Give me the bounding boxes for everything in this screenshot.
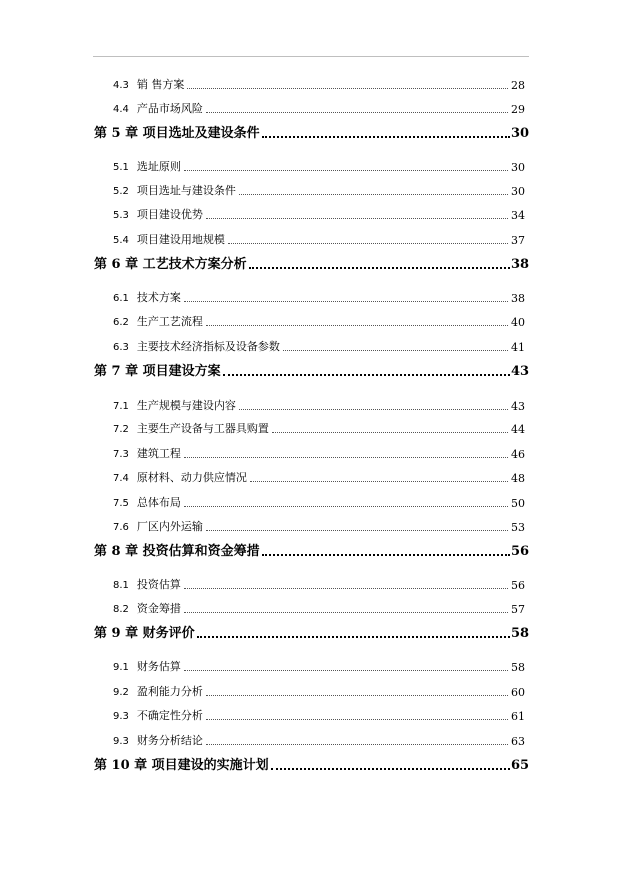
toc-section-entry[interactable] [113, 103, 525, 115]
toc-entry-title: 主要技术经济指标及设备参数 [136, 340, 280, 353]
dot-leader [206, 743, 508, 745]
dot-leader [187, 87, 508, 89]
toc-entry-label [113, 497, 181, 509]
page-number: 58 [511, 626, 530, 641]
toc-entry-label [113, 234, 225, 246]
toc-entry-label [94, 545, 260, 558]
toc-entry-label [113, 661, 181, 673]
page-number: 57 [511, 603, 525, 616]
section-number: 5.2 [113, 186, 129, 197]
section-number: 7.5 [113, 498, 129, 509]
dot-leader [184, 300, 508, 302]
toc-entry-title: 技术方案 [136, 291, 181, 304]
page-number: 60 [511, 686, 525, 699]
section-number: 9.2 [113, 687, 129, 698]
toc-entry-label [113, 103, 203, 115]
toc-entry-title: 财务分析结论 [136, 734, 203, 747]
toc-chapter-entry[interactable] [94, 126, 530, 141]
toc-entry-title: 主要生产设备与工器具购置 [136, 422, 269, 435]
toc-entry-title: 第 9 章 财务评价 [94, 626, 195, 641]
toc-section-entry[interactable] [113, 448, 525, 460]
toc-section-entry[interactable] [113, 292, 525, 304]
toc-entry-label [113, 710, 203, 722]
dot-leader [223, 373, 510, 376]
dot-leader [249, 266, 510, 269]
page-number: 44 [511, 423, 525, 436]
toc-entry-title: 项目选址与建设条件 [136, 184, 236, 197]
page-number: 38 [511, 292, 525, 305]
toc-entry-label [113, 292, 181, 304]
toc-entry-title: 建筑工程 [136, 447, 181, 460]
toc-entry-label [113, 603, 181, 615]
dot-leader [184, 611, 508, 613]
page-number: 56 [511, 544, 530, 559]
dot-leader [184, 505, 508, 507]
toc-entry-label [94, 365, 221, 378]
section-number: 6.3 [113, 342, 129, 353]
section-number: 8.2 [113, 604, 129, 615]
section-number: 7.6 [113, 522, 129, 533]
toc-entry-label [94, 759, 269, 772]
section-number: 5.4 [113, 235, 129, 246]
toc-entry-label [113, 686, 203, 698]
dot-leader [228, 242, 508, 244]
section-number: 6.2 [113, 317, 129, 328]
toc-section-entry[interactable] [113, 472, 525, 484]
toc-section-entry[interactable] [113, 161, 525, 173]
dot-leader [262, 135, 510, 138]
page-number: 34 [511, 209, 525, 222]
page-number: 30 [511, 126, 530, 141]
toc-entry-label [113, 735, 203, 747]
page-number: 30 [511, 161, 525, 174]
toc-section-entry[interactable] [113, 579, 525, 591]
page-number: 46 [511, 448, 525, 461]
dot-leader [184, 669, 508, 671]
page-number: 63 [511, 735, 525, 748]
toc-entry-label [113, 423, 269, 435]
section-number: 6.1 [113, 293, 129, 304]
toc-entry-label [113, 79, 184, 91]
dot-leader [184, 169, 508, 171]
page-number: 38 [511, 257, 530, 272]
dot-leader [206, 324, 508, 326]
dot-leader [239, 193, 508, 195]
page-number: 43 [511, 400, 525, 413]
toc-chapter-entry[interactable] [94, 257, 530, 272]
section-number: 5.1 [113, 162, 129, 173]
toc-entry-title: 第 7 章 项目建设方案 [94, 364, 221, 379]
toc-entry-title: 原材料、动力供应情况 [136, 471, 247, 484]
dot-leader [206, 718, 508, 720]
toc-section-entry[interactable] [113, 661, 525, 673]
toc-chapter-entry[interactable] [94, 364, 530, 379]
dot-leader [262, 553, 510, 556]
dot-leader [272, 431, 508, 433]
toc-section-entry[interactable] [113, 234, 525, 246]
section-number: 4.4 [113, 104, 129, 115]
dot-leader [250, 480, 508, 482]
toc-entry-label [113, 161, 181, 173]
section-number: 7.1 [113, 401, 129, 412]
dot-leader [197, 635, 510, 638]
page-number: 37 [511, 234, 525, 247]
toc-section-entry[interactable] [113, 185, 525, 197]
dot-leader [184, 587, 508, 589]
page-number: 56 [511, 579, 525, 592]
dot-leader [206, 694, 508, 696]
toc-entry-label [94, 258, 247, 271]
section-number: 9.3 [113, 736, 129, 747]
toc-entry-title: 第 6 章 工艺技术方案分析 [94, 257, 247, 272]
toc-section-entry[interactable] [113, 710, 525, 722]
dot-leader [206, 111, 508, 113]
toc-entry-label [113, 316, 203, 328]
dot-leader [283, 349, 508, 351]
section-number: 7.3 [113, 449, 129, 460]
toc-entry-title: 第 8 章 投资估算和资金筹措 [94, 544, 260, 559]
toc-chapter-entry[interactable] [94, 758, 530, 773]
page-number: 50 [511, 497, 525, 510]
toc-entry-title: 资金筹措 [136, 602, 181, 615]
toc-entry-label [113, 209, 203, 221]
toc-entry-title: 第 10 章 项目建设的实施计划 [94, 758, 269, 773]
toc-entry-title: 项目建设用地规模 [136, 233, 225, 246]
toc-entry-title: 项目建设优势 [136, 208, 203, 221]
toc-entry-label [113, 448, 181, 460]
toc-chapter-entry[interactable] [94, 626, 530, 641]
toc-section-entry[interactable] [113, 209, 525, 221]
toc-entry-label [94, 127, 260, 140]
toc-entry-title: 产品市场风险 [136, 102, 203, 115]
toc-entry-title: 总体布局 [136, 496, 181, 509]
dot-leader [184, 456, 508, 458]
toc-entry-label [94, 627, 195, 640]
toc-entry-label [113, 521, 203, 533]
section-number: 9.3 [113, 711, 129, 722]
section-number: 9.1 [113, 662, 129, 673]
page-number: 40 [511, 316, 525, 329]
toc-entry-title: 销 售方案 [136, 78, 185, 91]
section-number: 4.3 [113, 80, 129, 91]
page-number: 43 [511, 364, 530, 379]
toc-entry-title: 生产规模与建设内容 [136, 399, 236, 412]
toc-section-entry[interactable] [113, 603, 525, 615]
toc-entry-title: 厂区内外运输 [136, 520, 203, 533]
dot-leader [271, 767, 510, 770]
section-number: 7.2 [113, 424, 129, 435]
toc-entry-title: 第 5 章 项目选址及建设条件 [94, 126, 260, 141]
page-number: 65 [511, 758, 530, 773]
page-number: 53 [511, 521, 525, 534]
toc-section-entry[interactable] [113, 341, 525, 353]
page-number: 28 [511, 79, 525, 92]
toc-entry-label [113, 185, 236, 197]
toc-section-entry[interactable] [113, 521, 525, 533]
toc-section-entry[interactable] [113, 686, 525, 698]
top-rule [93, 56, 529, 57]
toc-section-entry[interactable] [113, 316, 525, 328]
page-number: 61 [511, 710, 525, 723]
page-number: 48 [511, 472, 525, 485]
toc-entry-label [113, 579, 181, 591]
page-number: 30 [511, 185, 525, 198]
toc-entry-label [113, 341, 280, 353]
toc-entry-title: 不确定性分析 [136, 709, 203, 722]
toc-section-entry[interactable] [113, 423, 525, 435]
toc-entry-title: 盈利能力分析 [136, 685, 203, 698]
toc-entry-title: 财务估算 [136, 660, 181, 673]
toc-entry-title: 选址原则 [136, 160, 181, 173]
toc-chapter-entry[interactable] [94, 544, 530, 559]
toc-section-entry[interactable] [113, 79, 525, 91]
page-number: 41 [511, 341, 525, 354]
section-number: 8.1 [113, 580, 129, 591]
toc-entry-title: 生产工艺流程 [136, 315, 203, 328]
toc-section-entry[interactable] [113, 400, 525, 412]
page-number: 58 [511, 661, 525, 674]
dot-leader [239, 408, 508, 410]
dot-leader [206, 529, 508, 531]
toc-entry-title: 投资估算 [136, 578, 181, 591]
dot-leader [206, 217, 508, 219]
section-number: 5.3 [113, 210, 129, 221]
toc-section-entry[interactable] [113, 497, 525, 509]
toc-section-entry[interactable] [113, 735, 525, 747]
toc-entry-label [113, 472, 247, 484]
page-number: 29 [511, 103, 525, 116]
section-number: 7.4 [113, 473, 129, 484]
toc-entry-label [113, 400, 236, 412]
